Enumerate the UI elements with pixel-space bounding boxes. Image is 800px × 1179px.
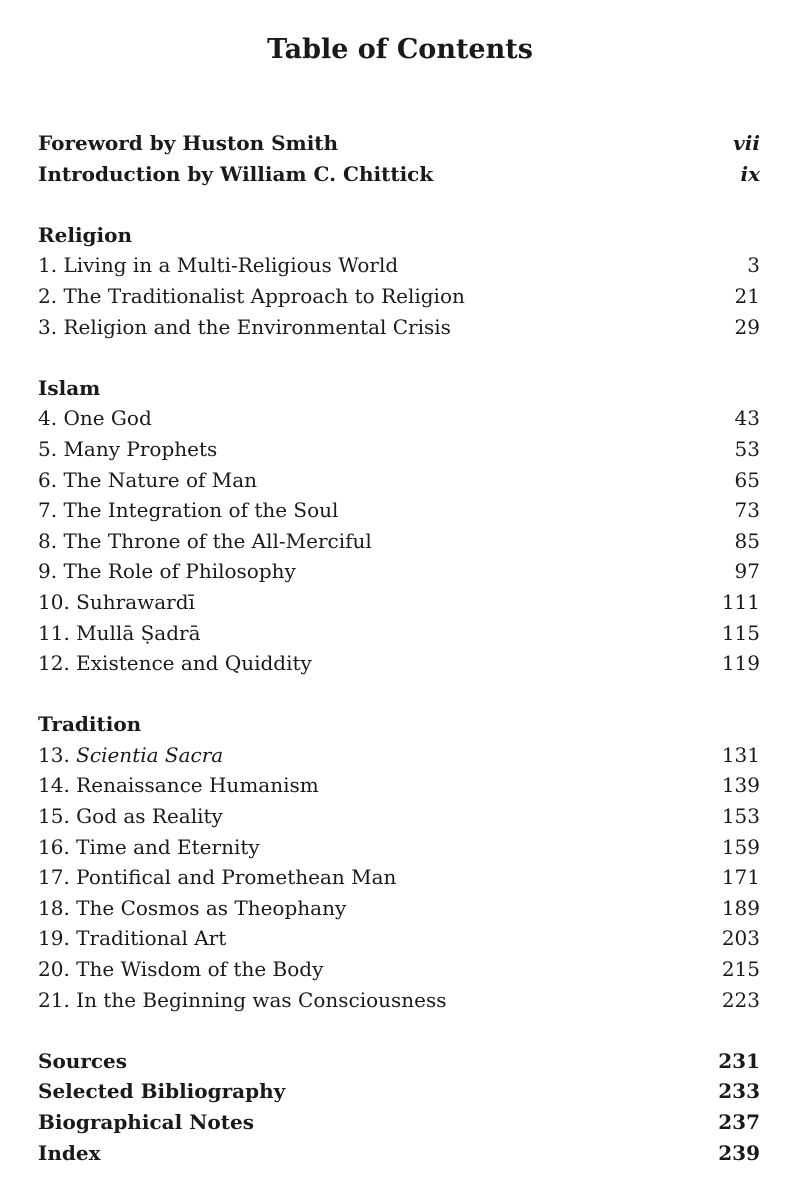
toc-entry [38,801,760,832]
toc-entry-title: Existence and Quiddity [76,651,312,676]
toc-entry-title: In the Beginning was Consciousness [76,987,447,1012]
toc-entry-label: Index [38,1140,101,1165]
toc-entry-label [38,801,223,832]
toc-entry-label [38,954,323,985]
spacer [38,679,760,710]
toc-entry-title: The Role of Philosophy [63,559,296,584]
toc-entry-number: 3. [38,314,58,339]
toc-entry [38,985,760,1016]
toc-entry-page: 119 [721,651,760,676]
toc-entry-label [38,648,312,679]
toc-entry [38,862,760,893]
toc-entry-label [38,312,451,343]
page-title: Table of Contents [267,34,533,65]
toc-entry-number: 14. [38,773,70,798]
toc-entry-title: The Cosmos as Theophany [76,895,347,920]
section-heading-islam: Islam [38,375,101,400]
toc-entry-page: 189 [721,895,760,920]
toc-entry-page: 233 [718,1079,760,1104]
toc-entry-title: God as Reality [76,804,223,829]
toc-entry [38,556,760,587]
toc-entry-number: 2. [38,283,58,308]
toc-entry-number: 17. [38,865,70,890]
toc-entry-page: 43 [734,406,760,431]
toc-entry-page: 3 [747,253,760,278]
toc-entry-index [38,1138,760,1169]
toc-entry-page: vii [733,131,760,155]
toc-entry-page: 115 [721,620,760,645]
toc-entry-title: Traditional Art [76,926,227,951]
toc-entry-foreword [38,128,760,159]
toc-entry-title: Religion and the Environmental Crisis [63,314,451,339]
toc-entry [38,770,760,801]
toc-entry-introduction [38,159,760,190]
toc-entry-label: Sources [38,1048,128,1073]
toc-entry [38,403,760,434]
toc-entry-number: 21. [38,987,70,1012]
toc-entry-page: 85 [734,528,760,553]
toc-entry [38,312,760,343]
toc-entry-title: Time and Eternity [76,834,260,859]
toc-entry-bibliography [38,1076,760,1107]
toc-entry [38,832,760,863]
toc-entry-page: 159 [721,834,760,859]
toc-entry-number: 19. [38,926,70,951]
toc-entry-number: 18. [38,895,70,920]
toc-entry-label [38,923,226,954]
toc-entry-title: The Wisdom of the Body [76,957,324,982]
toc-entry-page: 231 [718,1048,760,1073]
toc-entry-title: The Nature of Man [63,467,258,492]
toc-entry-title: Suhrawardī [76,589,195,614]
toc-entry [38,495,760,526]
toc-entry-label [38,832,260,863]
toc-entry-page: 203 [721,926,760,951]
toc-entry-label [38,740,223,771]
toc-entry-number: 6. [38,467,58,492]
toc-entry-title: The Integration of the Soul [63,498,339,523]
spacer [38,189,760,220]
toc-entry-label [38,526,372,557]
toc-entry-number: 13. [38,742,70,767]
toc-entry-page: 215 [721,957,760,982]
toc-entry-label: Biographical Notes [38,1110,254,1134]
toc-entry-label [38,403,152,434]
toc-entry-page: 153 [721,804,760,829]
toc-entry-sources [38,1046,760,1077]
toc-entry-number: 16. [38,834,70,859]
toc-entry-page: 139 [721,773,760,798]
toc-entry [38,587,760,618]
toc-entry-page: 111 [721,589,760,614]
toc-entry-page: 65 [734,467,760,492]
toc-entry [38,893,760,924]
toc-entry-label [38,495,338,526]
toc-entry-label [38,556,296,587]
toc-entry-label [38,465,257,496]
toc-entry [38,740,760,771]
toc-entry-title: One God [63,406,152,431]
toc-entry [38,434,760,465]
toc-entry-page: 237 [718,1110,760,1134]
toc-entry-number: 4. [38,406,58,431]
toc-entry [38,648,760,679]
toc-entry-title: Pontifical and Promethean Man [76,865,397,890]
toc-entry-label [38,862,396,893]
toc-entry [38,250,760,281]
toc-entry-biographical-notes [38,1107,760,1138]
toc-entry-number: 5. [38,436,58,461]
toc-entry-label [38,281,465,312]
toc-entry-title: Mullā Ṣadrā [76,620,201,645]
toc-entry-page: 97 [734,559,760,584]
toc-entry-title: The Traditionalist Approach to Religion [63,283,465,308]
section-heading-tradition: Tradition [38,712,142,737]
toc-entry [38,954,760,985]
toc-entry-number: 8. [38,528,58,553]
toc-entry [38,281,760,312]
toc-entry-page: 239 [718,1140,760,1165]
toc-entry [38,465,760,496]
toc-entry-label [38,770,319,801]
toc-entry-title: Renaissance Humanism [76,773,319,798]
toc-entry-page: 29 [734,314,760,339]
toc-entry [38,526,760,557]
spacer [38,1015,760,1046]
toc-entry-number: 20. [38,957,70,982]
toc-entry-page: 171 [721,865,760,890]
toc-entry-title: Many Prophets [63,436,218,461]
toc-entry-label [38,434,217,465]
toc-entry-label: Introduction by William C. Chittick [38,161,434,186]
toc-entry-page: 53 [734,436,760,461]
spacer [38,342,760,373]
toc-list [38,128,760,1168]
toc-entry-page: 131 [721,742,760,767]
toc-entry-number: 12. [38,651,70,676]
toc-entry-title: Scientia Sacra [76,742,224,767]
toc-entry-page: 223 [721,987,760,1012]
toc-entry-title: The Throne of the All-Merciful [63,528,372,553]
toc-entry-page: 21 [734,283,760,308]
toc-entry-number: 15. [38,804,70,829]
toc-entry-label: Foreword by Huston Smith [38,131,339,155]
toc-entry-label: Selected Bibliography [38,1079,286,1104]
toc-entry-label [38,893,346,924]
toc-entry-number: 11. [38,620,70,645]
toc-entry-number: 9. [38,559,58,584]
toc-entry-label [38,985,447,1016]
toc-entry-title: Living in a Multi-Religious World [63,253,399,278]
toc-entry-number: 7. [38,498,58,523]
toc-entry-label [38,618,201,649]
toc-entry-page: ix [740,161,760,186]
toc-entry-number: 10. [38,589,70,614]
toc-entry [38,618,760,649]
toc-entry-label [38,587,195,618]
toc-entry-number: 1. [38,253,58,278]
toc-entry [38,923,760,954]
section-heading-religion: Religion [38,222,133,247]
toc-entry-label [38,250,398,281]
toc-entry-page: 73 [734,498,760,523]
